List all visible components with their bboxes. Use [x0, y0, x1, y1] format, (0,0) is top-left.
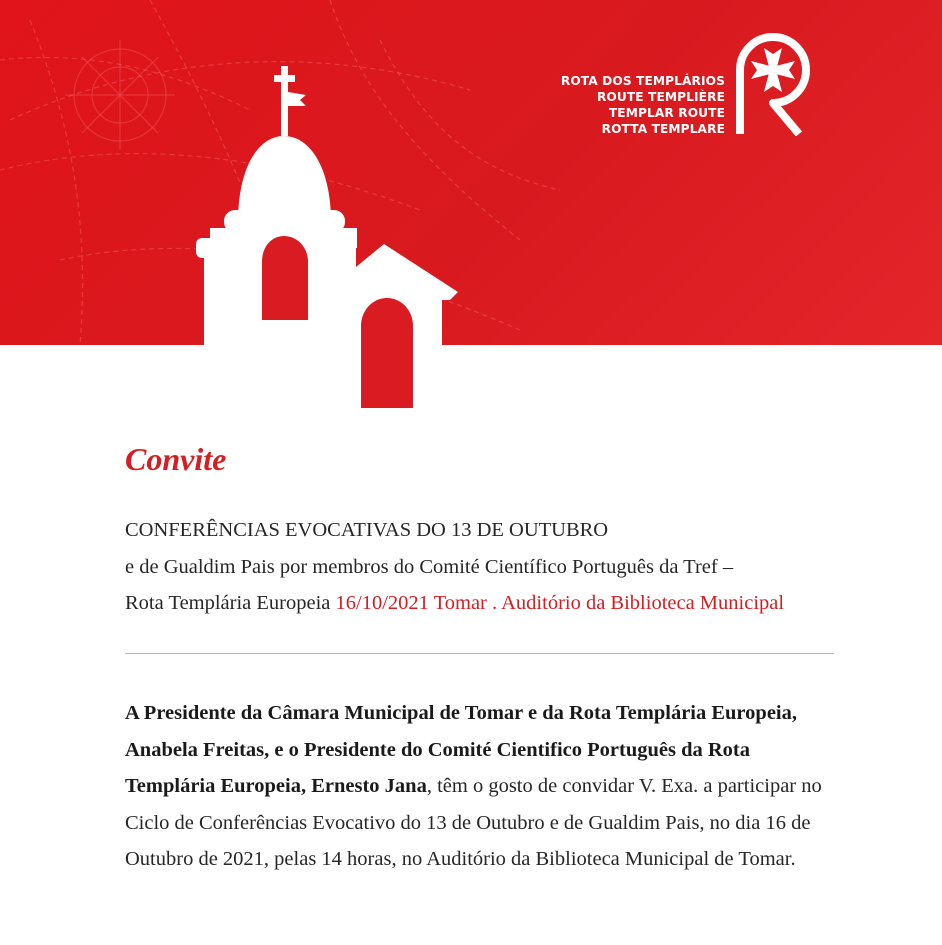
subtitle-line-2: e de Gualdim Pais por membros do Comité Científico Português da Tref – — [125, 555, 734, 578]
logo-line-fr: ROUTE TEMPLIÈRE — [596, 90, 725, 104]
subtitle-line-3-text: Rota Templária Europeia — [125, 592, 336, 614]
invitation-body — [125, 695, 825, 878]
event-subtitle — [125, 512, 885, 622]
subtitle-line-3 — [125, 585, 885, 622]
subtitle-line-1: CONFERÊNCIAS EVOCATIVAS DO 13 DE OUTUBRO — [125, 519, 609, 541]
event-date-location: 16/10/2021 Tomar . Auditório da Biblioteca Municipal — [335, 592, 785, 614]
invitation-title: Convite — [125, 441, 227, 477]
logo-line-en: TEMPLAR ROUTE — [608, 106, 725, 120]
church-silhouette-icon — [0, 0, 942, 420]
invitation-hosts: A Presidente da Câmara Municipal de Tomar e da Rota Templária Europeia, Anabela Freitas, e o Presidente do Comité Cientifico Português da Rota Templária Europeia, Ernesto Jana — [125, 702, 797, 797]
invitation-details: , têm o gosto de convidar V. Exa. a participar no Ciclo de Conferências Evocativo do 13 de Outubro e de Gualdim Pais, no dia 16 de Outubro de 2021, pelas 14 horas, no Auditório da Biblioteca Municipal de Tomar. — [125, 775, 822, 870]
logo-line-pt: ROTA DOS TEMPLÁRIOS — [560, 74, 725, 88]
section-divider — [125, 653, 834, 654]
logo-line-it: ROTTA TEMPLARE — [601, 122, 725, 136]
